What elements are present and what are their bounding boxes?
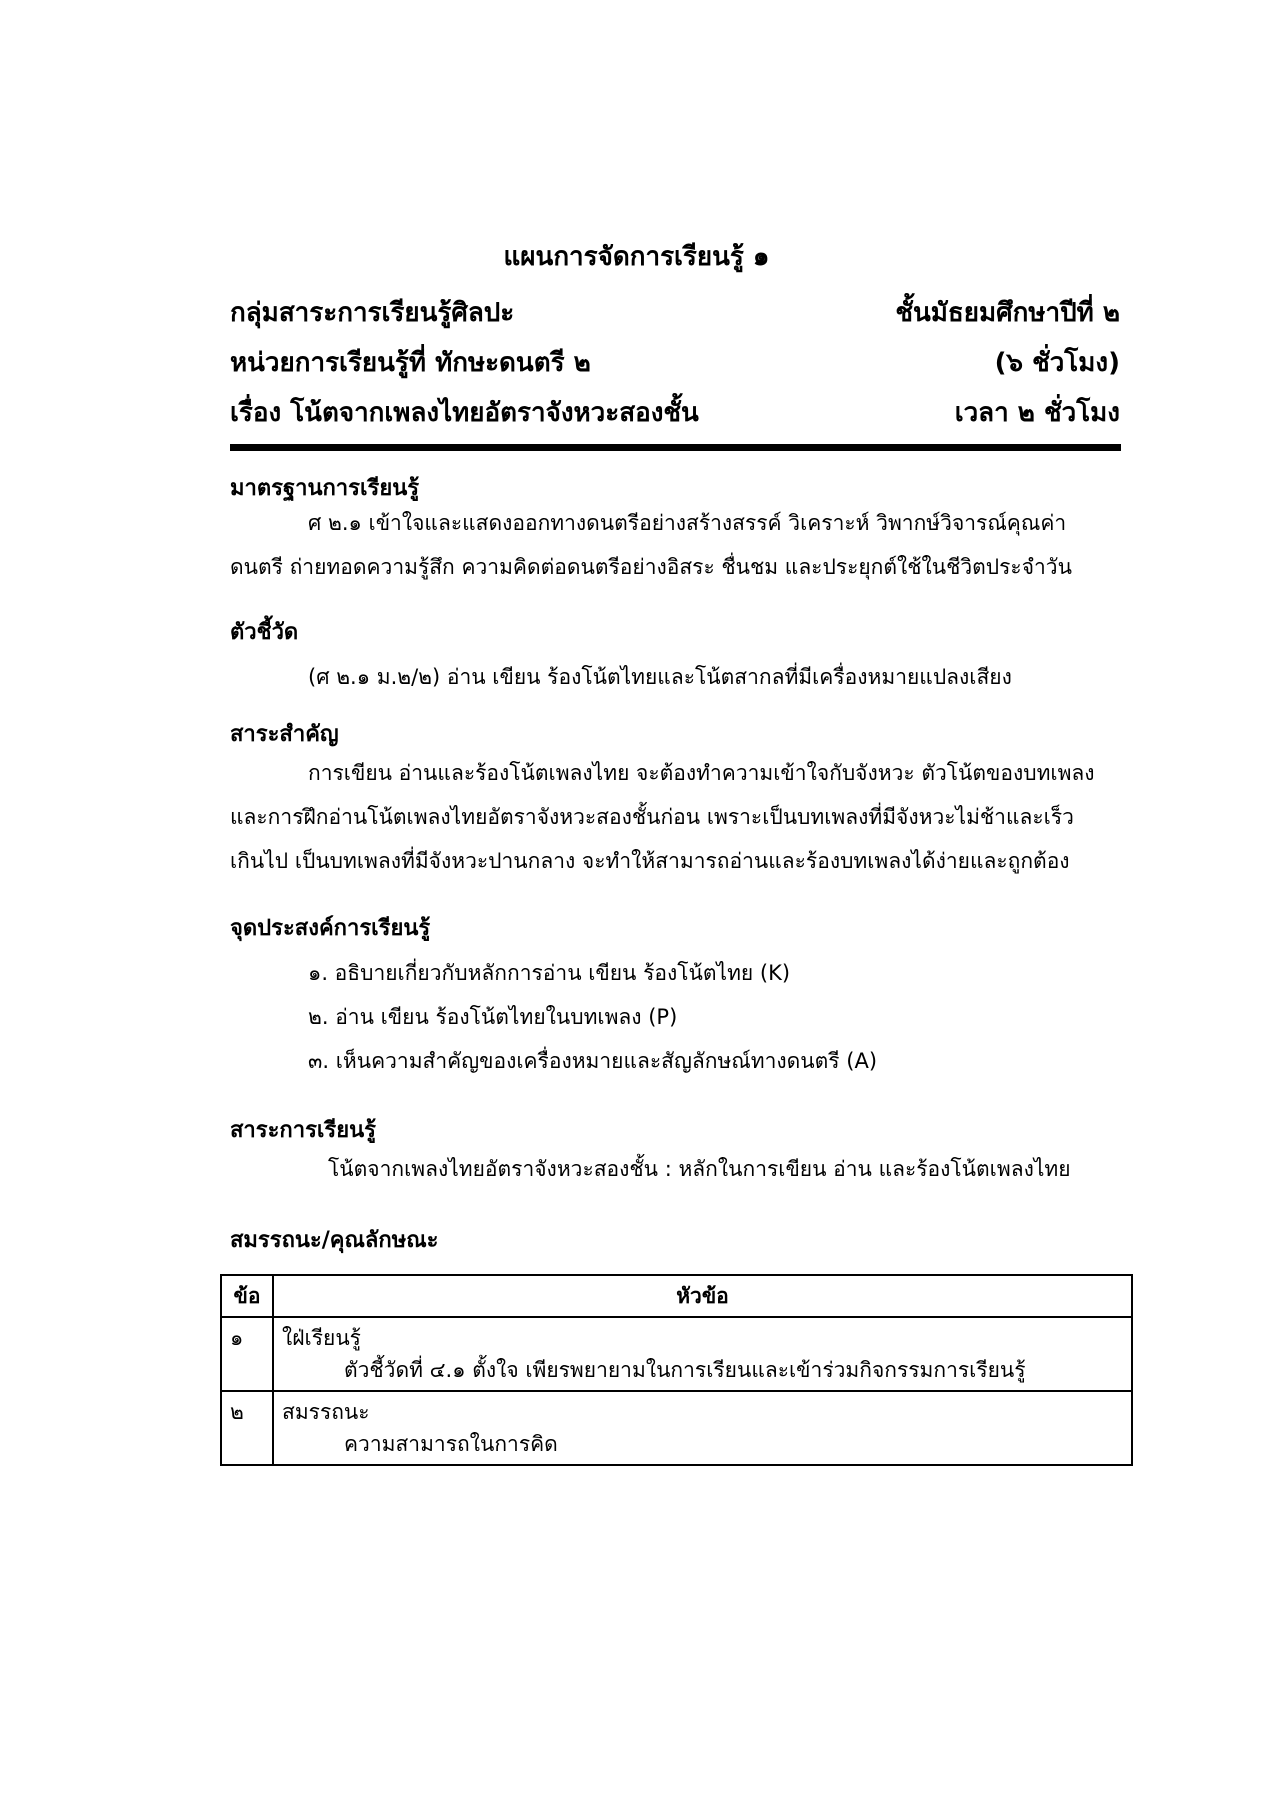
header-row-subject [230, 296, 1120, 330]
standard-heading: มาตรฐานการเรียนรู้ [230, 476, 420, 501]
grade-level: ชั้นมัธยมศึกษาปีที่ ๒ [895, 298, 1120, 328]
essence-line-1: การเขียน อ่านและร้องโน้ตเพลงไทย จะต้องทำความเข้าใจกับจังหวะ ตัวโน้ตของบทเพลง [308, 761, 1095, 785]
page-title: แผนการจัดการเรียนรู้ ๑ [503, 242, 770, 272]
row-topic-cell [273, 1317, 1132, 1391]
row-number: ๑ [221, 1317, 273, 1391]
topic-time: เวลา ๒ ชั่วโมง [954, 398, 1120, 428]
header-row-topic [230, 396, 1120, 430]
row-title: สมรรถนะ [282, 1400, 370, 1424]
objectives-heading: จุดประสงค์การเรียนรู้ [230, 916, 431, 941]
essence-line-3: เกินไป เป็นบทเพลงที่มีจังหวะปานกลาง จะทำให้สามารถอ่านและร้องบทเพลงได้ง่ายและถูกต้อง [230, 849, 1070, 873]
row-title: ใฝ่เรียนรู้ [282, 1326, 361, 1350]
essence-heading: สาระสำคัญ [230, 722, 339, 747]
column-header-number: ข้อ [221, 1275, 273, 1317]
header-row-unit [230, 346, 1120, 380]
content-heading: สาระการเรียนรู้ [230, 1118, 376, 1143]
row-number: ๒ [221, 1391, 273, 1465]
essence-line-2: และการฝึกอ่านโน้ตเพลงไทยอัตราจังหวะสองชั้นก่อน เพราะเป็นบทเพลงที่มีจังหวะไม่ช้าและเร็ว [230, 805, 1074, 829]
column-header-topic: หัวข้อ [273, 1275, 1132, 1317]
objective-item-2: ๒. อ่าน เขียน ร้องโน้ตไทยในบทเพลง (P) [308, 1005, 678, 1029]
indicator-heading: ตัวชี้วัด [230, 620, 299, 645]
row-detail: ความสามารถในการคิด [344, 1432, 558, 1456]
competency-heading: สมรรถนะ/คุณลักษณะ [230, 1228, 439, 1253]
standard-line-1: ศ ๒.๑ เข้าใจและแสดงออกทางดนตรีอย่างสร้างสรรค์ วิเคราะห์ วิพากษ์วิจารณ์คุณค่า [308, 511, 1067, 535]
table-row [221, 1391, 1132, 1465]
unit-name: หน่วยการเรียนรู้ที่ ทักษะดนตรี ๒ [230, 348, 591, 378]
row-topic-cell [273, 1391, 1132, 1465]
topic-name: เรื่อง โน้ตจากเพลงไทยอัตราจังหวะสองชั้น [230, 398, 699, 428]
row-detail: ตัวชี้วัดที่ ๔.๑ ตั้งใจ เพียรพยายามในการเรียนและเข้าร่วมกิจกรรมการเรียนรู้ [344, 1358, 1026, 1382]
unit-hours: (๖ ชั่วโมง) [994, 348, 1120, 378]
competency-table [220, 1274, 1133, 1466]
objective-item-1: ๑. อธิบายเกี่ยวกับหลักการอ่าน เขียน ร้องโน้ตไทย (K) [308, 961, 791, 985]
indicator-line-1: (ศ ๒.๑ ม.๒/๒) อ่าน เขียน ร้องโน้ตไทยและโน้ตสากลที่มีเครื่องหมายแปลงเสียง [308, 665, 1012, 689]
subject-group: กลุ่มสาระการเรียนรู้ศิลปะ [230, 298, 515, 328]
objective-item-3: ๓. เห็นความสำคัญของเครื่องหมายและสัญลักษณ์ทางดนตรี (A) [308, 1049, 878, 1073]
table-row [221, 1317, 1132, 1391]
standard-line-2: ดนตรี ถ่ายทอดความรู้สึก ความคิดต่อดนตรีอย่างอิสระ ชื่นชม และประยุกต์ใช้ในชีวิตประจำวัน [230, 555, 1072, 579]
table-header-row [221, 1275, 1132, 1317]
header-divider [230, 444, 1121, 451]
content-line-1: โน้ตจากเพลงไทยอัตราจังหวะสองชั้น : หลักในการเขียน อ่าน และร้องโน้ตเพลงไทย [328, 1157, 1071, 1181]
